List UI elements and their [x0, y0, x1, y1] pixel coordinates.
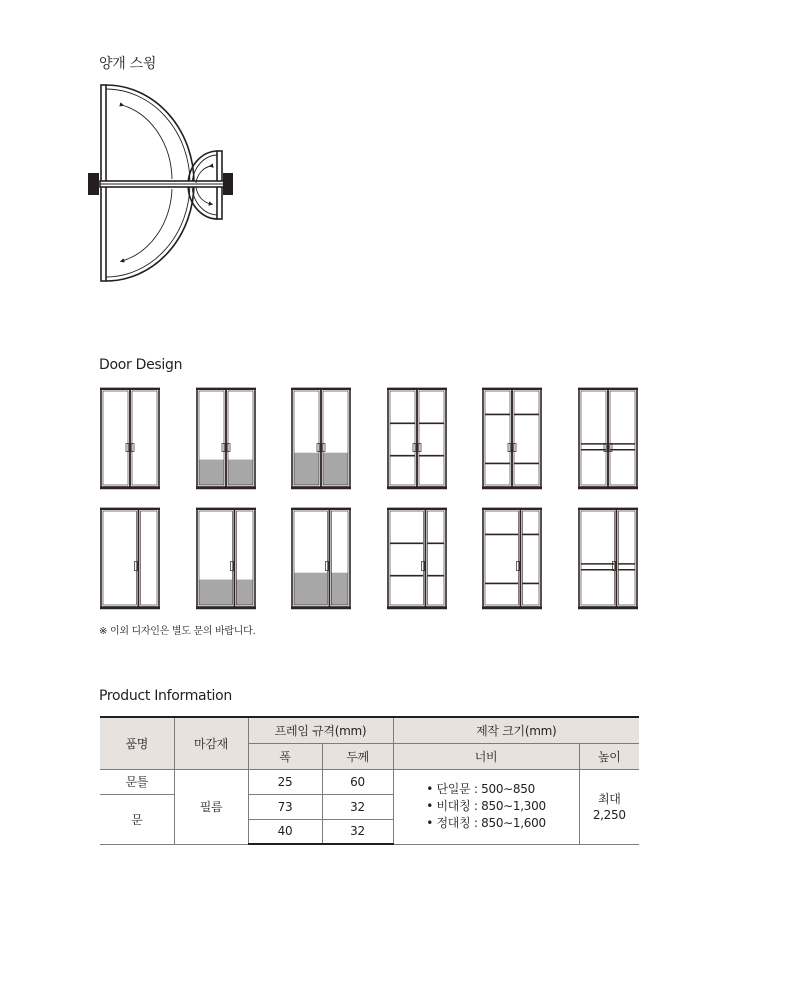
size-item: • 비대칭 : 850∼1,300 — [426, 798, 546, 815]
cell-width: 73 — [248, 794, 322, 819]
header-item: 품명 — [100, 717, 174, 769]
height-value: 2,250 — [592, 807, 626, 822]
door-thumbnail — [291, 508, 351, 609]
door-bg — [100, 508, 160, 609]
header-frame-spec: 프레임 규격(mm) — [248, 717, 393, 743]
product-info-title: Product Information — [99, 688, 232, 704]
glass-panel — [228, 460, 253, 485]
design-note: ※ 이외 디자인은 별도 문의 바랍니다. — [99, 626, 256, 637]
size-cell — [393, 769, 579, 844]
header-make-size: 제작 크기(mm) — [393, 717, 639, 743]
glass-panel — [331, 573, 348, 605]
header-width: 폭 — [248, 743, 322, 769]
header-material: 마감재 — [174, 717, 248, 769]
glass-panel — [294, 453, 319, 485]
height-label: 최대 — [597, 791, 621, 806]
glass-panel — [236, 580, 253, 605]
door-design-title: Door Design — [99, 357, 183, 373]
size-item: • 정대칭 : 850∼1,600 — [426, 815, 546, 832]
cell-thickness: 60 — [322, 769, 393, 794]
cell-thickness: 32 — [322, 794, 393, 819]
double-swing-diagram — [86, 83, 246, 293]
product-spec-table — [100, 716, 639, 845]
glass-panel — [323, 453, 348, 485]
row-name: 문 — [100, 794, 174, 844]
door-thumbnail — [196, 388, 256, 489]
door-thumbnail — [387, 508, 447, 609]
material-cell: 필름 — [174, 769, 248, 844]
door-bg — [578, 508, 638, 609]
door-bg — [387, 508, 447, 609]
cell-thickness: 32 — [322, 819, 393, 844]
door-thumbnail — [100, 388, 160, 489]
size-list — [426, 781, 546, 832]
glass-panel — [199, 580, 232, 605]
cell-width: 25 — [248, 769, 322, 794]
door-thumbnail — [578, 388, 638, 489]
row-name: 문틀 — [100, 769, 174, 794]
header-height: 높이 — [579, 743, 639, 769]
glass-panel — [199, 460, 224, 485]
door-thumbnail — [482, 508, 542, 609]
door-bg — [482, 508, 542, 609]
header-make-width: 너비 — [393, 743, 579, 769]
glass-panel — [294, 573, 327, 605]
door-thumbnail — [196, 508, 256, 609]
door-thumbnail — [100, 508, 160, 609]
header-thickness: 두께 — [322, 743, 393, 769]
size-item: • 단일문 : 500∼850 — [426, 781, 546, 798]
height-cell — [579, 769, 639, 844]
door-thumbnail — [387, 388, 447, 489]
door-thumbnail — [578, 508, 638, 609]
swing-title: 양개 스윙 — [99, 56, 157, 72]
door-thumbnail — [291, 388, 351, 489]
door-design-grid — [0, 384, 788, 614]
door-thumbnail — [482, 388, 542, 489]
cell-width: 40 — [248, 819, 322, 844]
